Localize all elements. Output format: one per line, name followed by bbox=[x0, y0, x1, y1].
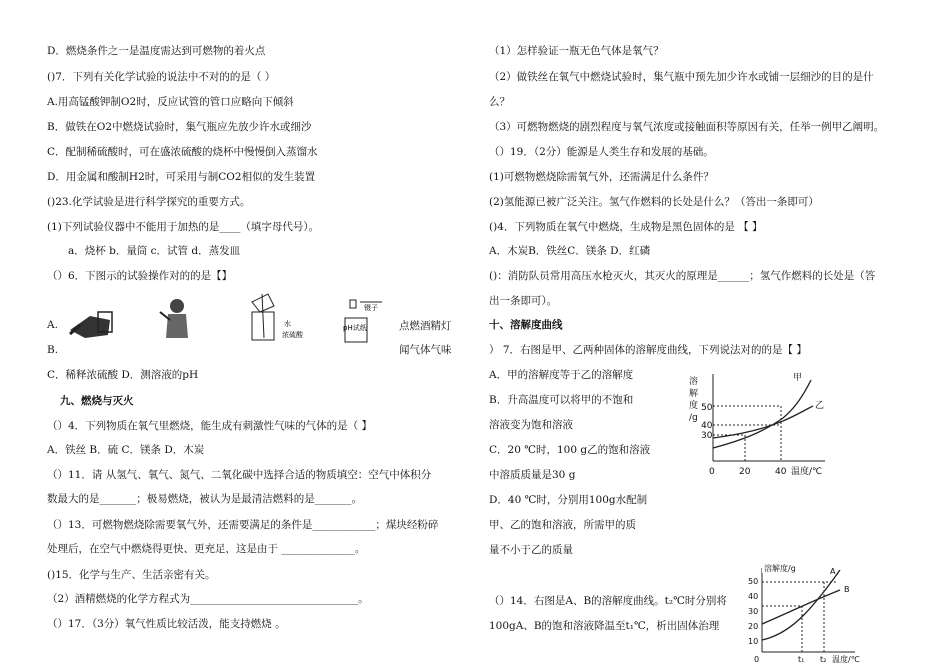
curve-label-yi: 乙 bbox=[815, 401, 825, 411]
curve-label-a: A bbox=[830, 567, 836, 576]
x-axis-label: 温度/℃ bbox=[832, 655, 860, 664]
y-tick-50: 50 bbox=[701, 403, 713, 413]
question-15: ()15．化学与生产、生活亲密有关。 bbox=[47, 569, 216, 581]
q-3: （3）可燃物燃烧的剧烈程度与氧气浓度或接触面积等原因有关，任举一例甲乙阐明。 bbox=[489, 121, 885, 133]
lab-illustration-3 bbox=[252, 294, 304, 340]
curve-b bbox=[762, 590, 840, 624]
x-tick-t1: t₁ bbox=[798, 655, 805, 664]
question-19-2: (2)氢能源已被广泛关注。氢气作燃料的长处是什么？（答出一条即可） bbox=[489, 196, 819, 208]
y-label-4: /g bbox=[689, 413, 698, 423]
y-tick-50: 50 bbox=[748, 577, 759, 586]
question-19-1: (1)可燃物燃烧除需氧气外，还需满足什么条件？ bbox=[489, 171, 714, 183]
x-tick-t2: t₂ bbox=[820, 655, 827, 664]
x-tick-0: 0 bbox=[754, 655, 760, 664]
y-tick-20: 20 bbox=[748, 622, 759, 631]
question-4-options: A．铁丝 B．硫 C．镁条 D．木炭 bbox=[47, 444, 205, 456]
question-firefighting-cont: 出一条即可）。 bbox=[489, 295, 558, 307]
y-tick-40: 40 bbox=[748, 592, 759, 601]
question-4-right: ()4．下列物质在氧气中燃烧，生成物是黑色固体的是 【 】 bbox=[489, 221, 763, 233]
question-13-cont: 处理后，在空气中燃烧得更快、更充足，这是由于 ______________。 bbox=[47, 543, 366, 555]
q7-option-d-cont1: 甲、乙的饱和溶液，所需甲的质 bbox=[489, 519, 636, 531]
y-tick-30: 30 bbox=[701, 431, 713, 441]
curve-label-b: B bbox=[844, 585, 850, 594]
img-label-acid: 浓硫酸 bbox=[282, 331, 303, 339]
img-label-water: 水 bbox=[284, 320, 291, 328]
lab-illustration-1 bbox=[70, 312, 112, 338]
question-13: （）13．可燃物燃烧除需要氧气外，还需要满足的条件是____________；煤块经粉碎 bbox=[47, 519, 439, 531]
section-10-heading: 十、溶解度曲线 bbox=[489, 319, 563, 331]
q7-option-a: A．甲的溶解度等于乙的溶解度 bbox=[489, 369, 634, 381]
options-cd: C．稀释浓硫酸 D．测溶液的pH bbox=[47, 369, 199, 381]
q-2-cont: 么？ bbox=[489, 96, 510, 108]
question-4-right-options: A．木炭B．铁丝C．镁条 D．红磷 bbox=[489, 245, 651, 257]
question-19: （）19．（2分）能源是人类生存和发展的基础。 bbox=[489, 146, 714, 158]
curve-label-jia: 甲 bbox=[793, 373, 803, 383]
text-line: D．燃烧条件之一是温度需达到可燃物的着火点 bbox=[47, 45, 266, 57]
img-label-ph-paper: pH试纸 bbox=[343, 324, 367, 332]
y-tick-40: 40 bbox=[701, 421, 713, 431]
y-label-3: 度 bbox=[689, 401, 699, 411]
img-label-tweezers: 镊子 bbox=[364, 304, 378, 312]
curve-a bbox=[762, 570, 840, 640]
y-label-2: 解 bbox=[689, 389, 699, 399]
option-b: B．做铁在O2中燃烧试验时，集气瓶应先放少许水或细沙 bbox=[47, 121, 312, 133]
q7-option-d: D．40 ℃时，分别用100g水配制 bbox=[489, 494, 648, 506]
q7-option-d-cont2: 量不小于乙的质量 bbox=[489, 544, 573, 556]
question-14: （）14．右图是A、B的溶解度曲线。t₂℃时分别将 bbox=[489, 595, 727, 607]
question-7: ()7．下列有关化学试验的说法中不对的的是（ ） bbox=[47, 71, 276, 83]
section-9-heading: 九、燃烧与灭火 bbox=[60, 395, 134, 407]
q7-option-c-cont: 中溶质质量是30 g bbox=[489, 469, 576, 481]
side-label-1: 点燃酒精灯 bbox=[399, 320, 452, 332]
question-11-cont: 数最大的是_______；极易燃烧，被认为是最清洁燃料的是_______。 bbox=[47, 493, 362, 505]
q7-option-b-cont: 溶液变为饱和溶液 bbox=[489, 419, 573, 431]
label-b: B. bbox=[47, 344, 59, 356]
question-7-right: ） 7．右图是甲、乙两种固体的溶解度曲线，下列说法对的的是【 】 bbox=[489, 344, 807, 356]
x-tick-40: 40 bbox=[775, 467, 787, 477]
side-label-2: 闻气体气味 bbox=[399, 344, 452, 356]
solubility-graph-2 bbox=[740, 562, 860, 666]
curve-yi bbox=[713, 406, 813, 438]
question-11: （）11．请 从氢气、氧气、氮气、二氧化碳中选择合适的物质填空：空气中体积分 bbox=[47, 469, 432, 481]
question-17: （）17．（3分）氧气性质比较活泼，能支持燃烧 。 bbox=[47, 618, 286, 630]
curve-jia bbox=[713, 380, 811, 448]
label-a: A. bbox=[47, 319, 58, 331]
question-6: （）6．下图示的试验操作对的的是【】 bbox=[47, 270, 233, 282]
lab-illustration-2 bbox=[160, 299, 188, 338]
y-label-1: 溶 bbox=[689, 377, 699, 387]
x-axis-label: 温度/℃ bbox=[791, 467, 823, 477]
question-firefighting: ()：消防队员常用高压水枪灭火，其灭火的原理是______；氢气作燃料的长处是（答 bbox=[489, 270, 876, 282]
x-tick-0: 0 bbox=[709, 467, 715, 477]
x-tick-20: 20 bbox=[739, 467, 751, 477]
option-c: C．配制稀硫酸时，可在盛浓硫酸的烧杯中慢慢倒入蒸馏水 bbox=[47, 146, 318, 158]
option-d: D．用金属和酸制H2时，可采用与制CO2相似的发生装置 bbox=[47, 171, 316, 183]
y-axis-label: 溶解度/g bbox=[764, 564, 796, 573]
y-tick-10: 10 bbox=[748, 637, 759, 646]
question-4: （）4．下列物质在氧气里燃烧，能生成有刺激性气味的气体的是（ 】 bbox=[47, 420, 373, 432]
options-abcd: a．烧杯 b．量筒 c．试管 d．蒸发皿 bbox=[68, 245, 241, 257]
question-23-1: (1)下列试验仪器中不能用于加热的是____（填字母代号）。 bbox=[47, 221, 320, 233]
q-1: （1）怎样验证一瓶无色气体是氧气？ bbox=[489, 45, 664, 57]
question-14-cont: 100gA、B的饱和溶液降温至t₁℃，析出固体治理 bbox=[489, 620, 720, 632]
lab-illustration-4 bbox=[343, 300, 382, 342]
option-a: A.用高锰酸钾制O2时，反应试管的管口应略向下倾斜 bbox=[47, 96, 294, 108]
question-23: ()23.化学试验是进行科学探究的重要方式。 bbox=[47, 196, 251, 208]
solubility-graph-1 bbox=[683, 366, 833, 484]
q7-option-b: B．升高温度可以将甲的不饱和 bbox=[489, 394, 634, 406]
q7-option-c: C．20 ℃时，100 g乙的饱和溶液 bbox=[489, 444, 651, 456]
q-2: （2）做铁丝在氧气中燃烧试验时，集气瓶中预先加少许水或铺一层细沙的目的是什 bbox=[489, 71, 874, 83]
question-15-2: （2）酒精燃烧的化学方程式为________________________________。 bbox=[47, 593, 369, 605]
y-tick-30: 30 bbox=[748, 607, 759, 616]
